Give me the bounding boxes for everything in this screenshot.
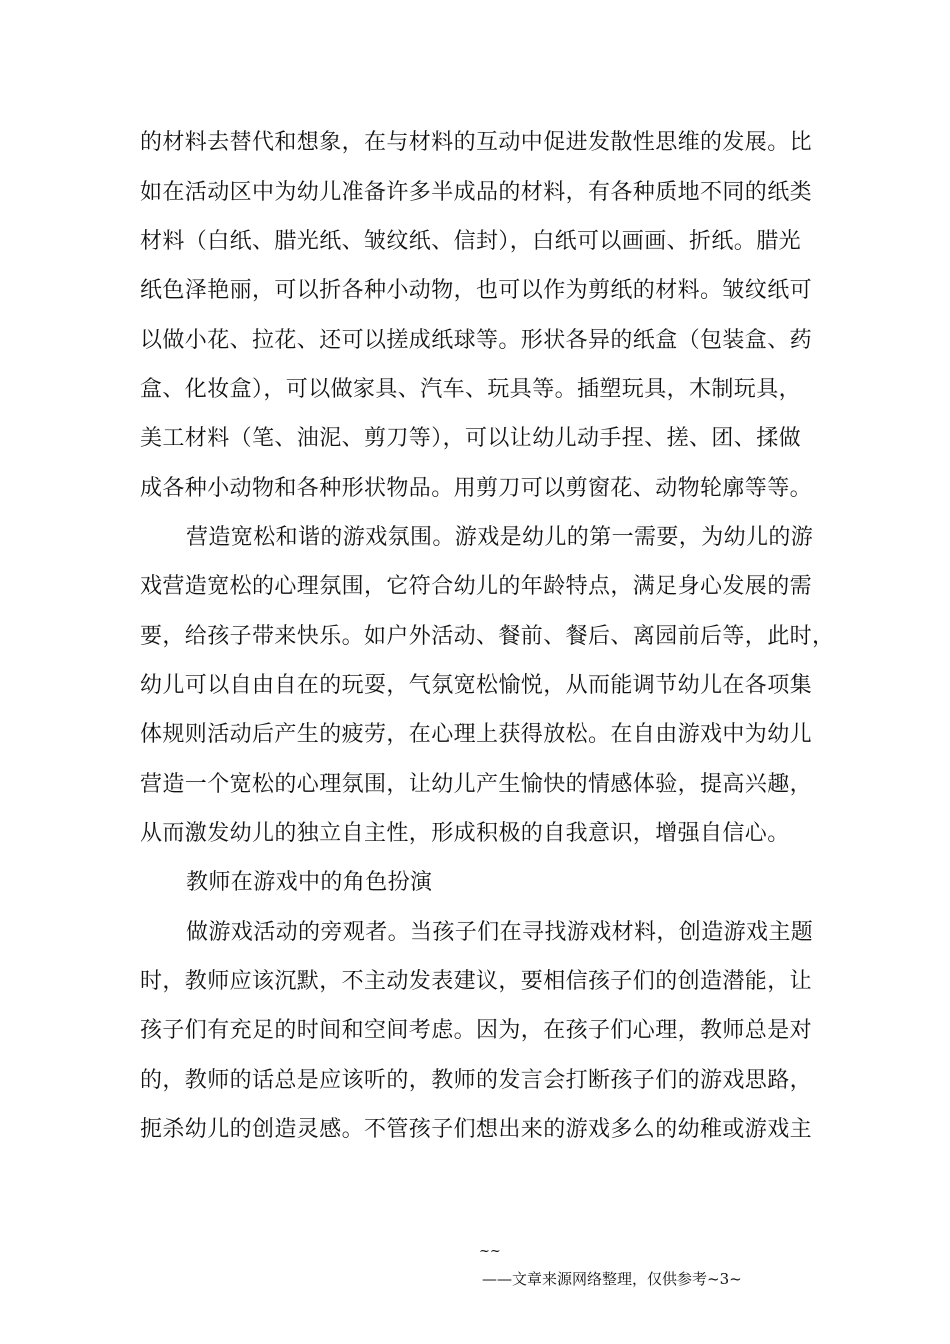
paragraph-start-line: 营造宽松和谐的游戏氛围。游戏是幼儿的第一需要，为幼儿的游 [186, 525, 814, 550]
footer-note: ——文章来源网络整理，仅供参考~3~ [482, 1270, 742, 1288]
body-line: 以做小花、拉花、还可以搓成纸球等。形状各异的纸盒（包装盒、药 [140, 328, 813, 353]
body-line: 时，教师应该沉默，不主动发表建议，要相信孩子们的创造潜能，让 [140, 969, 813, 994]
body-line: 成各种小动物和各种形状物品。用剪刀可以剪窗花、动物轮廓等等。 [140, 476, 813, 501]
body-line: 盒、化妆盒），可以做家具、汽车、玩具等。插塑玩具，木制玩具， [140, 377, 802, 402]
section-heading: 教师在游戏中的角色扮演 [186, 870, 433, 895]
body-line: 如在活动区中为幼儿准备许多半成品的材料，有各种质地不同的纸类 [140, 180, 813, 205]
body-line: 美工材料（笔、油泥、剪刀等），可以让幼儿动手捏、搓、团、揉做 [140, 426, 802, 451]
body-line: 扼杀幼儿的创造灵感。不管孩子们想出来的游戏多么的幼稚或游戏主 [140, 1117, 813, 1142]
body-line: 要，给孩子带来快乐。如户外活动、餐前、餐后、离园前后等，此时， [140, 624, 835, 649]
body-line: 体规则活动后产生的疲劳，在心理上获得放松。在自由游戏中为幼儿 [140, 722, 813, 747]
body-line: 戏营造宽松的心理氛围，它符合幼儿的年龄特点，满足身心发展的需 [140, 574, 813, 599]
body-line: 幼儿可以自由自在的玩耍，气氛宽松愉悦，从而能调节幼儿在各项集 [140, 673, 813, 698]
body-line: 材料（白纸、腊光纸、皱纹纸、信封），白纸可以画画、折纸。腊光 [140, 229, 802, 254]
body-line: 营造一个宽松的心理氛围，让幼儿产生愉快的情感体验，提高兴趣， [140, 772, 813, 797]
body-line: 纸色泽艳丽，可以折各种小动物，也可以作为剪纸的材料。皱纹纸可 [140, 278, 813, 303]
paragraph-start-line: 做游戏活动的旁观者。当孩子们在寻找游戏材料，创造游戏主题 [186, 920, 814, 945]
body-line: 孩子们有充足的时间和空间考虑。因为，在孩子们心理，教师总是对 [140, 1018, 813, 1043]
body-line: 的，教师的话总是应该听的，教师的发言会打断孩子们的游戏思路， [140, 1068, 813, 1093]
body-line: 的材料去替代和想象，在与材料的互动中促进发散性思维的发展。比 [140, 130, 813, 155]
footer-mark: ~~ [479, 1244, 501, 1259]
body-line: 从而激发幼儿的独立自主性，形成积极的自我意识，增强自信心。 [140, 821, 790, 846]
